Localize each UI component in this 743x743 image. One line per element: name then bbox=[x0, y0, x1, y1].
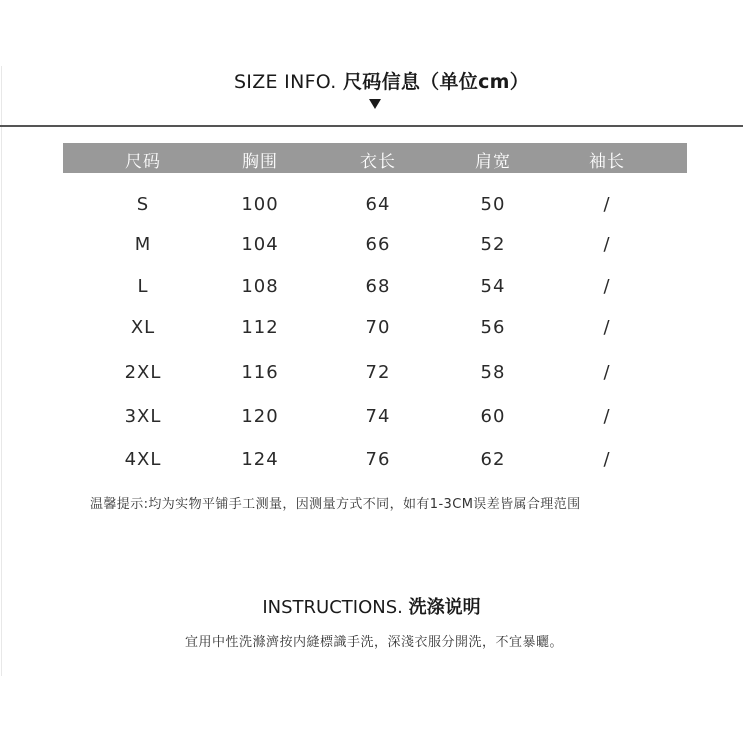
header-chest: 胸围 bbox=[242, 152, 278, 172]
cell-size: 2XL bbox=[124, 362, 162, 383]
cell-sleeve: / bbox=[603, 362, 611, 383]
instructions-title bbox=[0, 593, 743, 619]
table-row bbox=[63, 317, 687, 347]
cell-length: 74 bbox=[365, 406, 391, 427]
measurement-note: 温馨提示:均为实物平铺手工测量，因测量方式不同，如有1-3CM误差皆属合理范围 bbox=[90, 497, 581, 512]
cell-shoulder: 50 bbox=[480, 194, 506, 215]
cell-chest: 124 bbox=[241, 449, 279, 470]
size-table-header bbox=[63, 143, 687, 173]
cell-size: L bbox=[137, 276, 149, 297]
cell-shoulder: 58 bbox=[480, 362, 506, 383]
cell-length: 68 bbox=[365, 276, 391, 297]
cell-length: 72 bbox=[365, 362, 391, 383]
instructions-title-cn: 洗涤说明 bbox=[408, 597, 481, 618]
cell-sleeve: / bbox=[603, 449, 611, 470]
size-info-title-en: SIZE INFO. bbox=[233, 71, 337, 93]
header-length: 衣长 bbox=[360, 152, 396, 172]
size-chart-panel bbox=[0, 66, 743, 676]
cell-chest: 120 bbox=[241, 406, 279, 427]
cell-length: 70 bbox=[365, 317, 391, 338]
instructions-title-en: INSTRUCTIONS. bbox=[262, 597, 403, 618]
cell-sleeve: / bbox=[603, 194, 611, 215]
table-row bbox=[63, 194, 687, 224]
cell-chest: 116 bbox=[241, 362, 279, 383]
cell-chest: 108 bbox=[241, 276, 279, 297]
size-info-title-cn: 尺码信息（单位cm） bbox=[342, 71, 530, 93]
cell-size: 4XL bbox=[124, 449, 162, 470]
cell-shoulder: 54 bbox=[480, 276, 506, 297]
cell-shoulder: 62 bbox=[480, 449, 506, 470]
cell-length: 66 bbox=[365, 234, 391, 255]
cell-shoulder: 56 bbox=[480, 317, 506, 338]
cell-length: 76 bbox=[365, 449, 391, 470]
cell-sleeve: / bbox=[603, 234, 611, 255]
cell-size: S bbox=[136, 194, 150, 215]
cell-sleeve: / bbox=[603, 406, 611, 427]
table-row bbox=[63, 362, 687, 392]
cell-shoulder: 52 bbox=[480, 234, 506, 255]
table-row bbox=[63, 449, 687, 479]
size-info-title bbox=[0, 67, 743, 94]
title-divider bbox=[0, 125, 743, 127]
table-row bbox=[63, 406, 687, 436]
cell-size: M bbox=[134, 234, 152, 255]
cell-length: 64 bbox=[365, 194, 391, 215]
cell-size: 3XL bbox=[124, 406, 162, 427]
cell-sleeve: / bbox=[603, 276, 611, 297]
cell-shoulder: 60 bbox=[480, 406, 506, 427]
cell-chest: 104 bbox=[241, 234, 279, 255]
arrow-down-icon bbox=[369, 99, 381, 109]
cell-chest: 100 bbox=[241, 194, 279, 215]
header-sleeve: 袖长 bbox=[589, 152, 625, 172]
cell-size: XL bbox=[130, 317, 156, 338]
washing-instructions: 宜用中性洗滌濟按内縫標識手洗，深淺衣服分開洗，不宜暴曬。 bbox=[184, 635, 563, 650]
table-row bbox=[63, 276, 687, 306]
header-size: 尺码 bbox=[125, 152, 161, 172]
header-shoulder: 肩宽 bbox=[475, 152, 511, 172]
cell-chest: 112 bbox=[241, 317, 279, 338]
table-row bbox=[63, 234, 687, 264]
cell-sleeve: / bbox=[603, 317, 611, 338]
panel-edge bbox=[1, 66, 2, 676]
